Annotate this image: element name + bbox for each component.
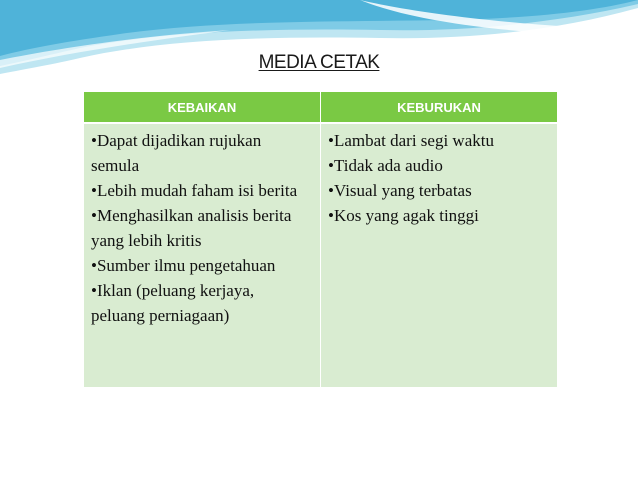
list-item: •Sumber ilmu pengetahuan xyxy=(91,256,276,275)
list-item: •Lebih mudah faham isi berita xyxy=(91,181,298,200)
kebaikan-cell xyxy=(84,123,321,387)
table-header-row xyxy=(84,92,557,123)
list-item: •Kos yang agak tinggi xyxy=(328,206,479,225)
keburukan-cell xyxy=(321,123,558,387)
list-item: •Lambat dari segi waktu xyxy=(328,131,494,150)
list-item: •Iklan (peluang kerjaya, peluang perniagaan) xyxy=(91,281,255,325)
list-item: •Dapat dijadikan rujukan semula xyxy=(91,131,262,175)
list-item: •Menghasilkan analisis berita yang lebih kritis xyxy=(91,206,292,250)
list-item: •Tidak ada audio xyxy=(328,156,443,175)
page-title: MEDIA CETAK xyxy=(258,52,380,73)
header-keburukan: KEBURUKAN xyxy=(321,92,558,123)
table-row xyxy=(84,123,557,387)
comparison-table xyxy=(84,92,557,387)
header-kebaikan: KEBAIKAN xyxy=(84,92,321,123)
list-item: •Visual yang terbatas xyxy=(328,181,472,200)
